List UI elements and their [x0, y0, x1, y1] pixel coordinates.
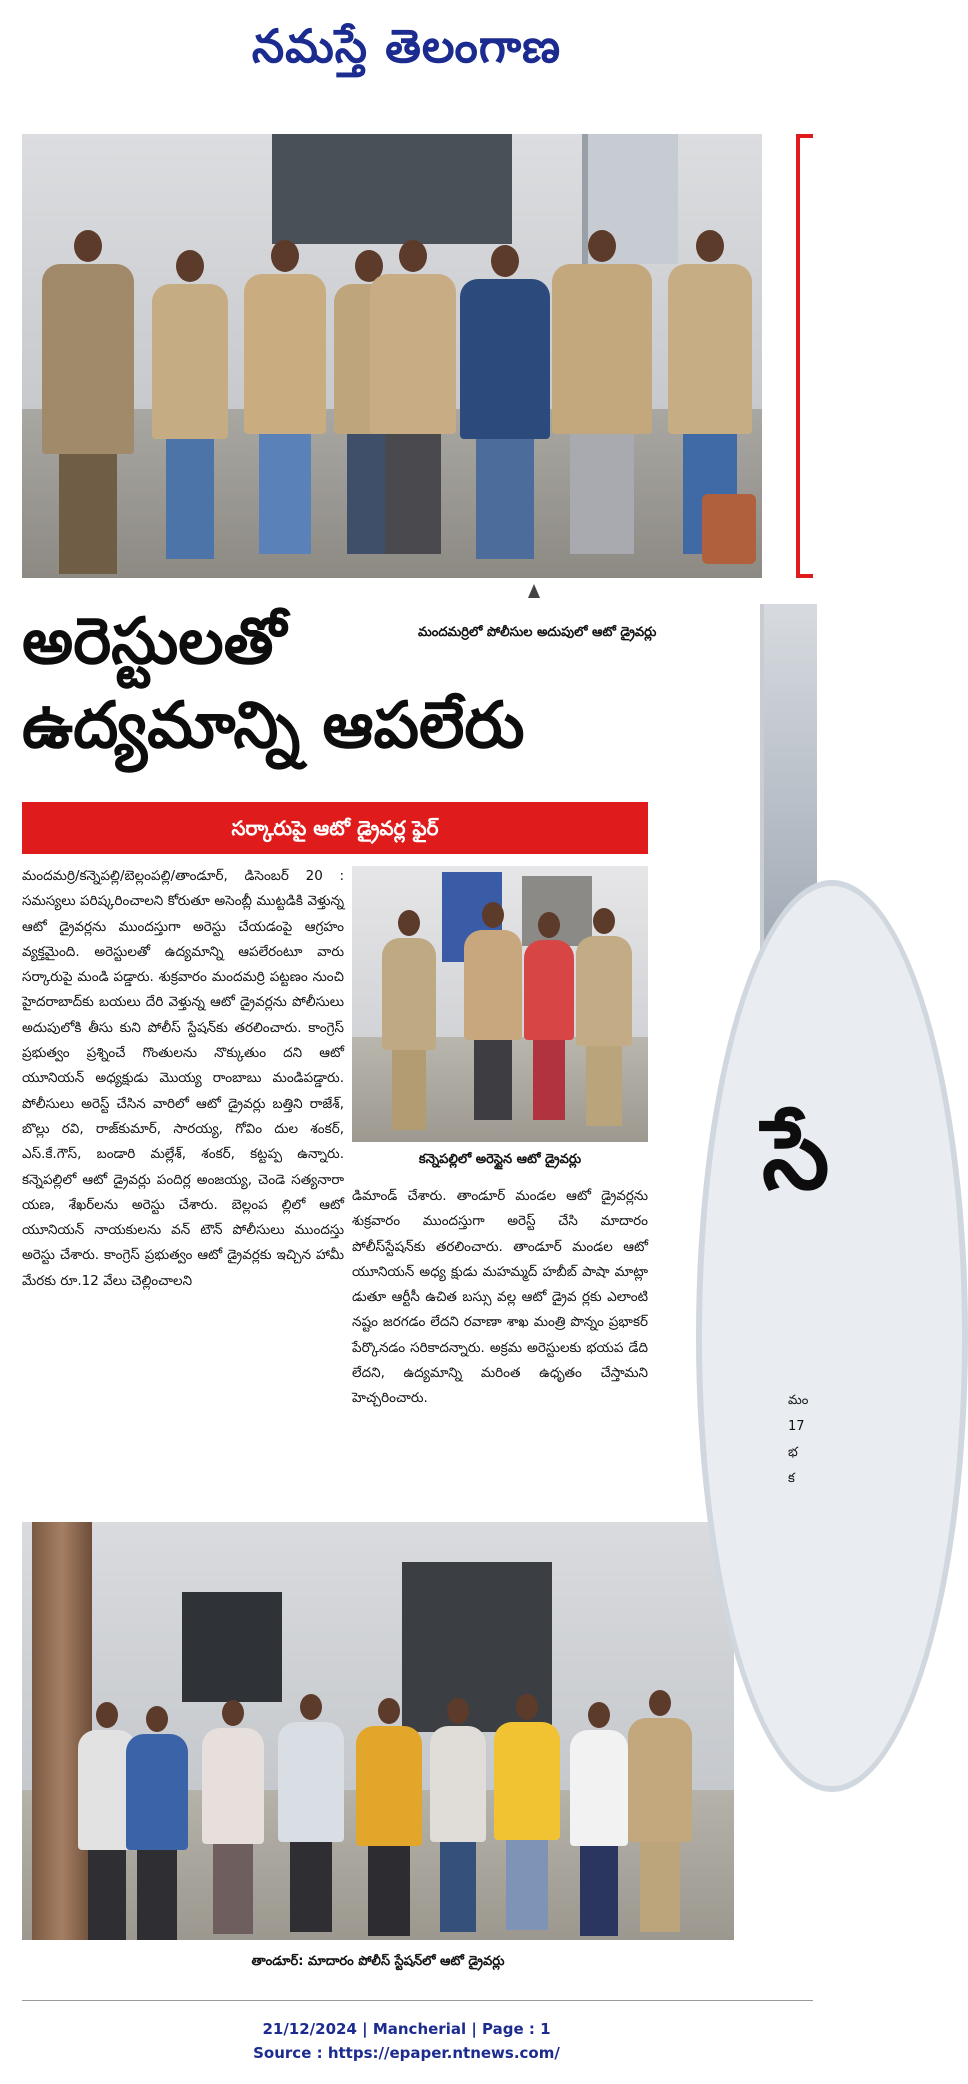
bottom-photo [22, 1522, 734, 1940]
footer-source: Source : https://epaper.ntnews.com/ [253, 2044, 560, 2062]
adjacent-article-circle [696, 880, 968, 1792]
article-body-left [22, 864, 344, 1464]
adjacent-line-1: మం [788, 1393, 809, 1408]
adjacent-big-char: సే [762, 1099, 830, 1211]
article-body-right [352, 1184, 648, 1504]
body-right-text: డిమాండ్ చేశారు. తాండూర్ మండల ఆటో డ్రైవర్లను శుక్రవారం ముందస్తుగా అరెస్ట్ చేసి మాదారం పోలీస్‌స్టేషన్‌కు తరలించారు. తాండూర్ మండల ఆటో యూనియన్ అధ్య క్షుడు మహమ్మద్ హబీబ్ పాషా మాట్లా డుతూ ఆర్టీసీ ఉచిత బస్సు వల్ల ఆటో డ్రైవ ర్లకు ఎలాంటి నష్టం జరగడం లేదని రవాణా శాఖ మంత్రి పొన్నం ప్రభాకర్ పేర్కొనడం సరికాదన్నారు. అక్రమ అరెస్టులకు భయప డేది లేదని, ఉద్యమాన్ని మరింత ఉధృతం చేస్తామని హెచ్చరించారు. [352, 1188, 648, 1407]
adjacent-small-lines [788, 1388, 808, 1492]
middle-photo-caption: కన్నెపల్లిలో అరెస్టైన ఆటో డ్రైవర్లు [418, 1152, 582, 1167]
subheadline-bar: సర్కారుపై ఆటో డ్రైవర్ల ఫైర్ [22, 802, 648, 854]
masthead-title: నమస్తే తెలంగాణ [251, 19, 562, 73]
middle-photo [352, 866, 648, 1142]
adjacent-line-3: భ [788, 1445, 798, 1460]
top-photo-caption: మందమర్రిలో పోలీసుల అదుపులో ఆటో డ్రైవర్లు [418, 625, 657, 640]
body-left-text: మందమర్రి/కన్నెపల్లి/బెల్లంపల్లి/తాండూర్, డిసెంబర్ 20 : సమస్యలు పరిష్కరించాలని కోరుతూ అసెంబ్లీ ముట్టడికి వెళ్తున్న ఆటో డ్రైవర్లను ముందస్తుగా అరెస్టు చేయడంపై ఆగ్రహం వ్యక్తమైంది. అరెస్టులతో ఉద్యమాన్ని ఆపలేరంటూ వారు సర్కారుపై మండి పడ్డారు. శుక్రవారం మందమర్రి పట్టణం నుంచి హైదరాబాద్‌కు బయలు దేరి వెళ్తున్న ఆటో డ్రైవర్లను పోలీసులు అదుపులోకి తీసు కుని పోలీస్ స్టేషన్‌కు తరలించారు. కాంగ్రెస్ ప్రభుత్వం ప్రశ్నించే గొంతులను నొక్కుతుం దని ఆటో యూనియన్ అధ్యక్షుడు మొయ్య రాంబాబు మండిపడ్డారు. పోలీసులు అరెస్ట్ చేసిన వారిలో ఆటో డ్రైవర్లు బత్తిని రాజేశ్, బొల్లు రవి, రాజ్‌కుమార్, సారయ్య, గోవిం దుల శంకర్, ఎస్.కే.గౌస్, బండారి మల్లేశ్, శంకర్, కట్టప్ప ఉన్నారు. కన్నెపల్లిలో ఆటో డ్రైవర్లు పందిర్ల అంజయ్య, చెండె సత్యనారా యణ, శేఖర్‌లను అరెస్టు చేశారు. బెల్లంప ల్లిలో ఆటో యూనియన్ నాయకులను వన్ టౌన్ పోలీసులు ముందస్తు అరెస్టు చేశారు. కాంగ్రెస్ ప్రభుత్వం ఆటో డ్రైవర్లకు ఇచ్చిన హామీ మేరకు రూ.12 వేలు చెల్లించాలని [22, 868, 344, 1289]
adjacent-article-frame [796, 134, 813, 578]
headline-line-1: అరెస్టులతో [22, 605, 287, 679]
headline-line-2: ఉద్యమాన్ని ఆపలేరు [22, 689, 525, 763]
bottom-photo-caption: తాండూర్: మాదారం పోలీస్ స్టేషన్‌లో ఆటో డ్రైవర్లు [251, 1954, 505, 1969]
caption-arrow-icon [528, 584, 540, 598]
adjacent-line-2: 17 [788, 1419, 805, 1434]
top-photo [22, 134, 762, 578]
adjacent-line-4: క [788, 1471, 795, 1486]
footer-divider [22, 2000, 813, 2001]
headline [22, 600, 662, 768]
footer-edition: 21/12/2024 | Mancherial | Page : 1 [262, 2020, 551, 2038]
